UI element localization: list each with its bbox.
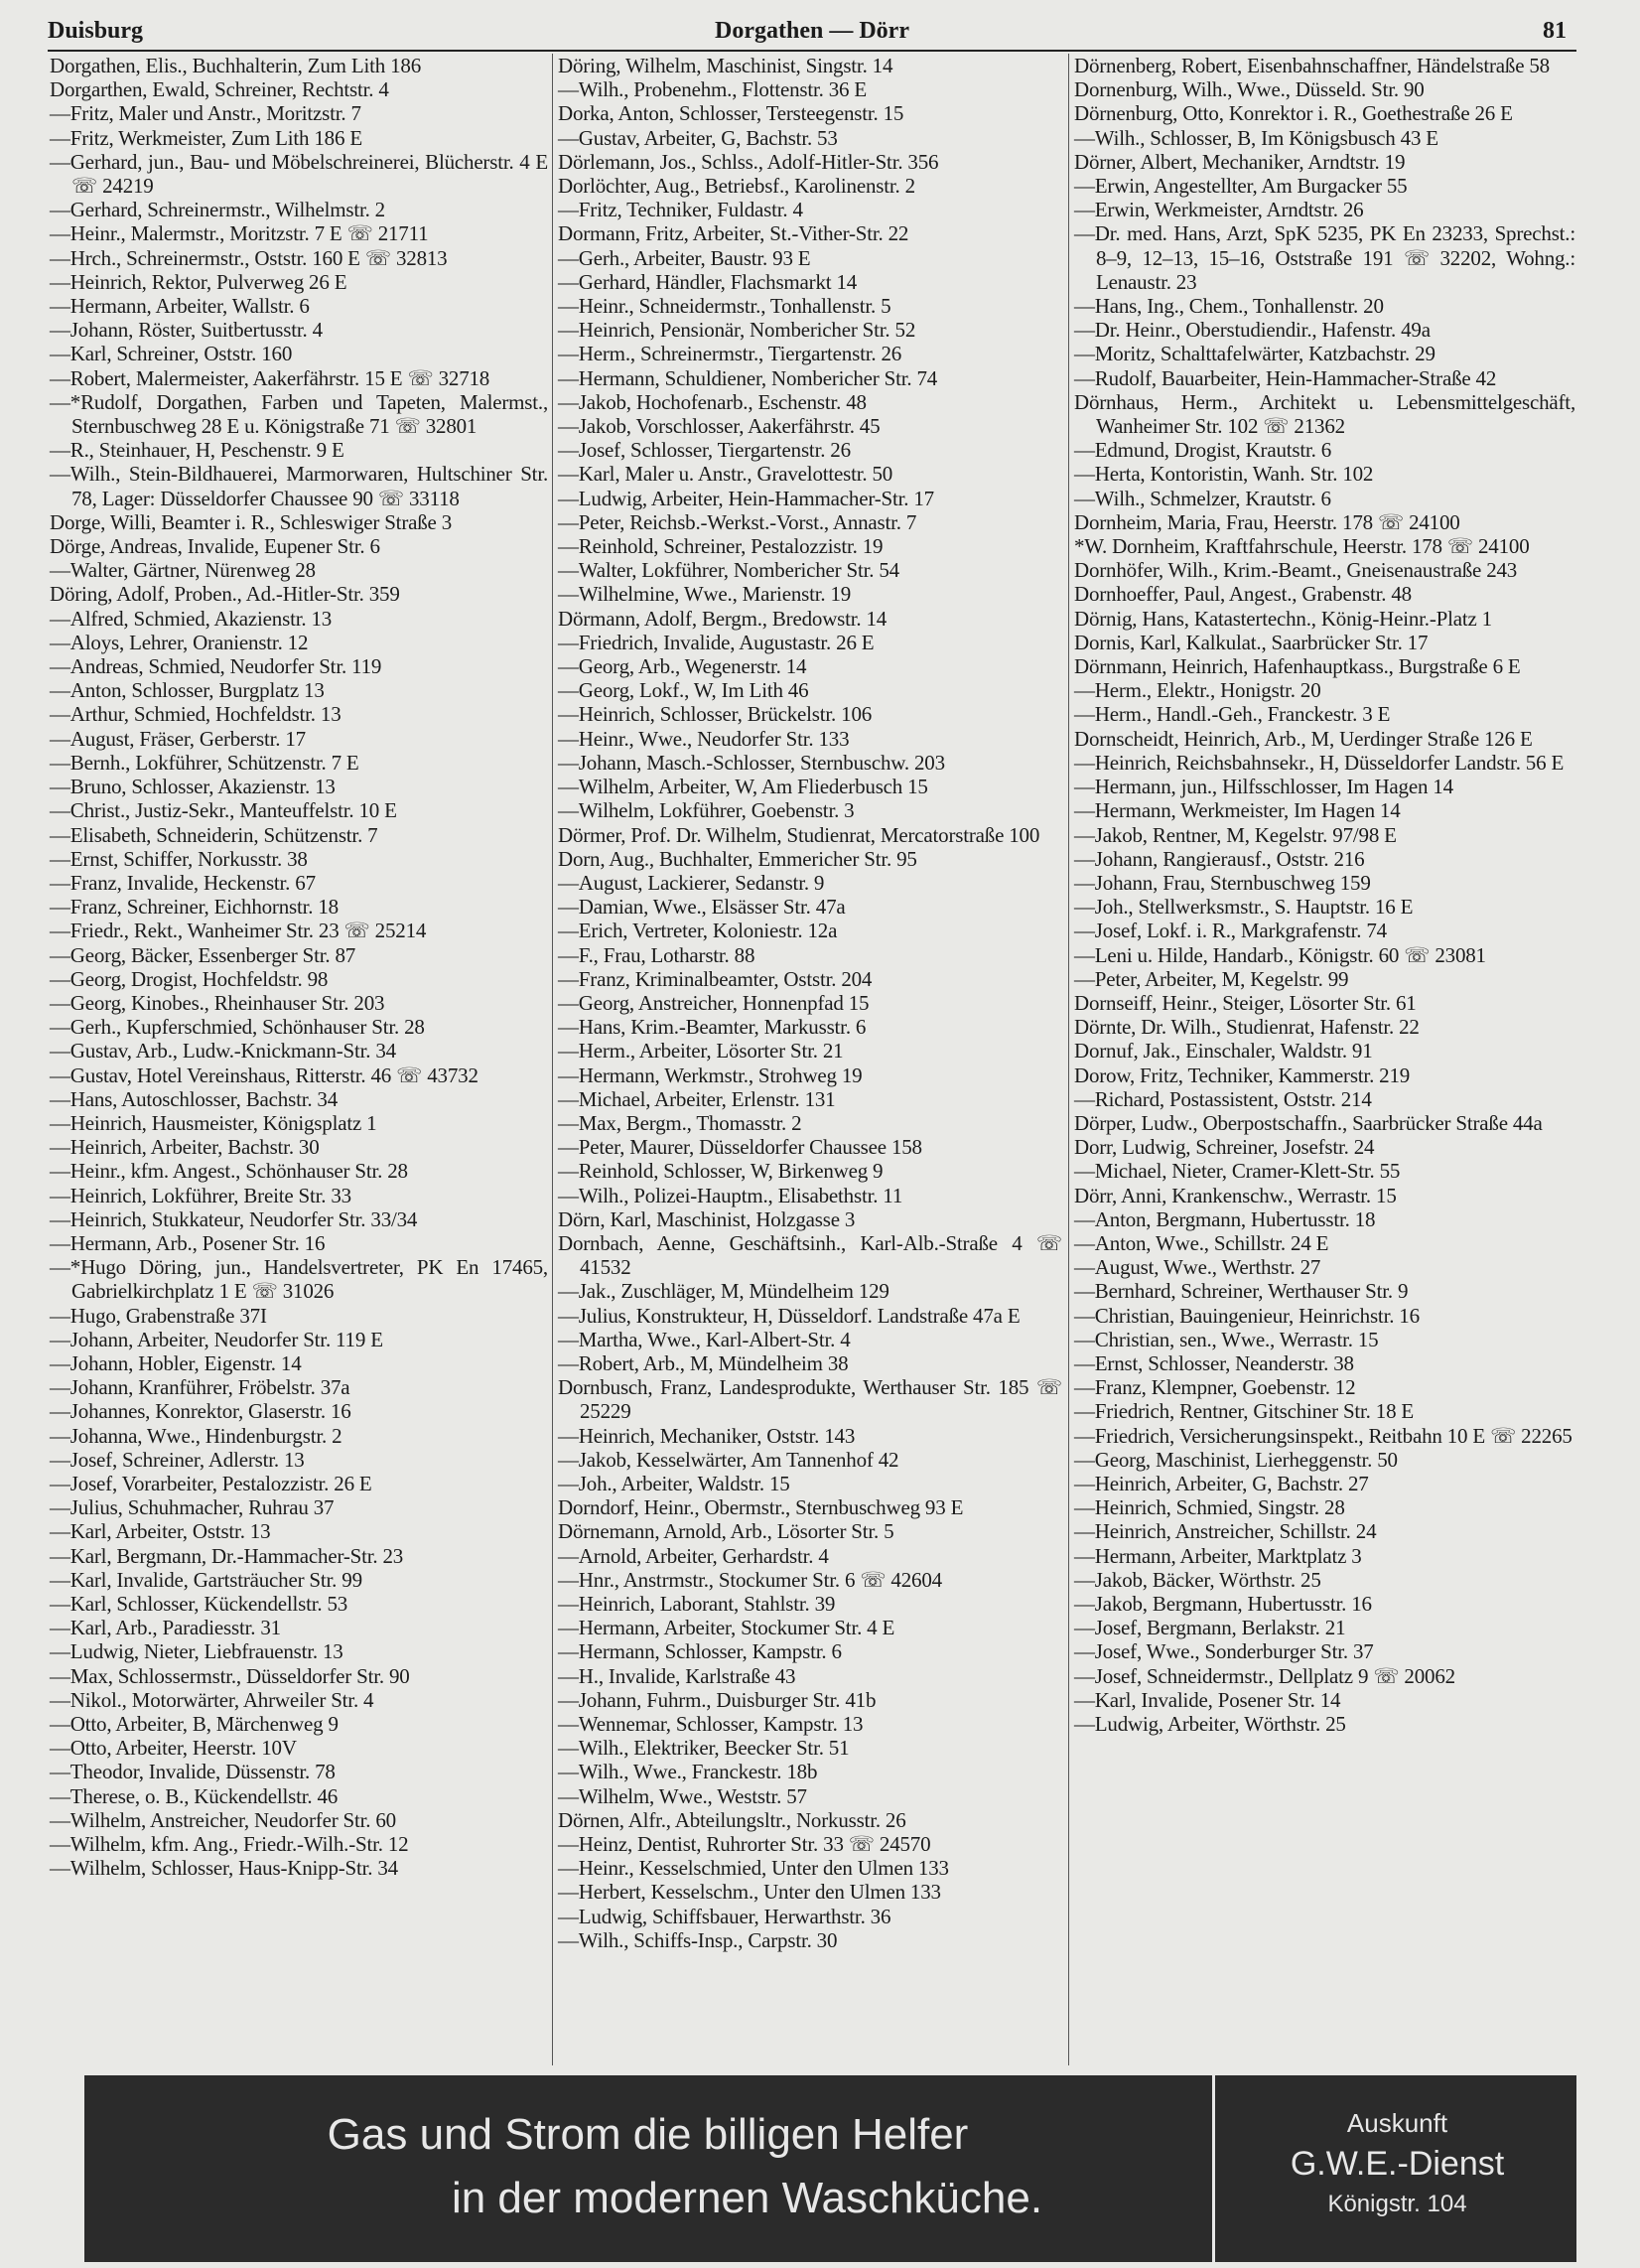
directory-entry: —Nikol., Motorwärter, Ahrweiler Str. 4 — [50, 1687, 374, 1712]
directory-entry: —Heinrich, Hausmeister, Königsplatz 1 — [50, 1110, 377, 1135]
directory-entry: —Edmund, Drogist, Krautstr. 6 — [1074, 438, 1332, 463]
directory-entry: —Karl, Arbeiter, Oststr. 13 — [50, 1519, 271, 1544]
directory-entry: —Heinrich, Schmied, Singstr. 28 — [1074, 1495, 1345, 1520]
directory-entry: —Josef, Schlosser, Tiergartenstr. 26 — [558, 438, 851, 463]
directory-entry: —Josef, Bergmann, Berlakstr. 21 — [1074, 1616, 1346, 1640]
directory-entry: Dörmer, Prof. Dr. Wilhelm, Studienrat, Mercatorstraße 100 — [558, 822, 1040, 847]
directory-entry: Dörnemann, Arnold, Arb., Lösorter Str. 5 — [558, 1519, 894, 1544]
range-heading: Dorgathen — Dörr — [715, 18, 909, 44]
directory-entry: Dörlemann, Jos., Schlss., Adolf-Hitler-Str. 356 — [558, 149, 939, 174]
directory-entry: —Max, Bergm., Thomasstr. 2 — [558, 1110, 802, 1135]
directory-entry: —Josef, Wwe., Sonderburger Str. 37 — [1074, 1639, 1374, 1664]
directory-entry: —Arthur, Schmied, Hochfeldstr. 13 — [50, 702, 342, 727]
directory-entry: —Hans, Ing., Chem., Tonhallenstr. 20 — [1074, 294, 1384, 319]
directory-entry: —Jakob, Hochofenarb., Eschenstr. 48 — [558, 389, 867, 414]
directory-entry: —Robert, Malermeister, Aakerfährstr. 15 E ☏ 32718 — [50, 365, 490, 390]
directory-entry: —Jakob, Rentner, M, Kegelstr. 97/98 E — [1074, 822, 1397, 847]
directory-entry: —Hans, Krim.-Beamter, Markusstr. 6 — [558, 1015, 867, 1040]
directory-entry: —Julius, Konstrukteur, H, Düsseldorf. Landstraße 47a E — [558, 1303, 1021, 1328]
directory-entry: —Johann, Arbeiter, Neudorfer Str. 119 E — [50, 1327, 383, 1351]
directory-entry: —Walter, Gärtner, Nürenweg 28 — [50, 558, 316, 583]
directory-entry: —Hrch., Schreinermstr., Oststr. 160 E ☏ 32813 — [50, 245, 448, 270]
directory-entry: —Gustav, Arb., Ludw.-Knickmann-Str. 34 — [50, 1039, 396, 1063]
directory-entry: Dörper, Ludw., Oberpostschaffn., Saarbrücker Straße 44a — [1074, 1110, 1543, 1135]
directory-entry: —Hermann, Arbeiter, Marktplatz 3 — [1074, 1543, 1362, 1568]
directory-entry: —Theodor, Invalide, Düssenstr. 78 — [50, 1760, 336, 1784]
directory-entry: —Franz, Schreiner, Eichhornstr. 18 — [50, 895, 339, 920]
directory-entry: —Moritz, Schalttafelwärter, Katzbachstr. 29 — [1074, 342, 1435, 366]
directory-entry: —Bruno, Schlosser, Akazienstr. 13 — [50, 775, 336, 799]
directory-entry: —Georg, Maschinist, Lierheggenstr. 50 — [1074, 1447, 1398, 1472]
directory-entry: —Ludwig, Arbeiter, Wörthstr. 25 — [1074, 1712, 1346, 1737]
directory-entry: Dörr, Anni, Krankenschw., Werrastr. 15 — [1074, 1183, 1397, 1207]
page-number: 81 — [1543, 18, 1567, 44]
directory-entry: —Michael, Nieter, Cramer-Klett-Str. 55 — [1074, 1159, 1401, 1184]
directory-entry: —Ludwig, Schiffsbauer, Herwarthstr. 36 — [558, 1904, 891, 1928]
directory-entry: —Alfred, Schmied, Akazienstr. 13 — [50, 606, 333, 631]
directory-entry: —Wilh., Schiffs-Insp., Carpstr. 30 — [558, 1927, 838, 1952]
directory-entry: —Heinr., Wwe., Neudorfer Str. 133 — [558, 726, 850, 751]
directory-entry: —Wilh., Stein-Bildhauerei, Marmorwaren, Hultschiner Str. 78, Lager: Düsseldorfer Chaussee 90 ☏ 33118 — [50, 462, 548, 510]
directory-entry: —Johann, Masch.-Schlosser, Sternbuschw. 203 — [558, 750, 945, 775]
directory-entry: Dörnte, Dr. Wilh., Studienrat, Hafenstr. 22 — [1074, 1015, 1420, 1040]
directory-entry: —Hermann, Schuldiener, Nombericher Str. 74 — [558, 365, 938, 390]
directory-entry: —Wilh., Schmelzer, Krautstr. 6 — [1074, 486, 1331, 510]
directory-entry: —Johann, Hobler, Eigenstr. 14 — [50, 1350, 302, 1375]
directory-entry: —Gerh., Kupferschmied, Schönhauser Str. 28 — [50, 1015, 425, 1040]
directory-entry: —Franz, Kriminalbeamter, Oststr. 204 — [558, 966, 873, 991]
directory-entry: —Wennemar, Schlosser, Kampstr. 13 — [558, 1712, 864, 1737]
directory-entry: Dörnhaus, Herm., Architekt u. Lebensmittelgeschäft, Wanheimer Str. 102 ☏ 21362 — [1074, 389, 1575, 439]
directory-entry: —August, Fräser, Gerberstr. 17 — [50, 726, 306, 751]
directory-entry: —Christ., Justiz-Sekr., Manteuffelstr. 10 E — [50, 798, 397, 823]
directory-entry: —August, Wwe., Werthstr. 27 — [1074, 1255, 1321, 1280]
directory-column-2 — [558, 54, 1062, 1952]
directory-entry: —Heinrich, Anstreicher, Schillstr. 24 — [1074, 1519, 1377, 1544]
directory-entry: —Dr. med. Hans, Arzt, SpK 5235, PK En 23233, Sprechst.: 8–9, 12–13, 15–16, Oststraße 191 ☏ 32202, Wohng.: Lenaustr. 23 — [1074, 221, 1575, 294]
ad-slogan-line-2: in der modernen Waschküche. — [451, 2174, 1043, 2222]
directory-entry: —Michael, Arbeiter, Erlenstr. 131 — [558, 1086, 836, 1111]
directory-entry: —Elisabeth, Schneiderin, Schützenstr. 7 — [50, 822, 378, 847]
directory-entry: Dorgathen, Elis., Buchhalterin, Zum Lith 186 — [50, 54, 421, 77]
directory-entry: —Herm., Handl.-Geh., Franckestr. 3 E — [1074, 702, 1391, 727]
directory-entry: —Aloys, Lehrer, Oranienstr. 12 — [50, 630, 309, 654]
directory-entry: —Hermann, Schlosser, Kampstr. 6 — [558, 1639, 842, 1664]
directory-entry: —Gustav, Hotel Vereinshaus, Ritterstr. 46 ☏ 43732 — [50, 1063, 478, 1087]
directory-entry: Dorka, Anton, Schlosser, Tersteegenstr. 15 — [558, 101, 904, 126]
directory-entry: —Anton, Bergmann, Hubertusstr. 18 — [1074, 1206, 1376, 1231]
directory-entry: —Dr. Heinr., Oberstudiendir., Hafenstr. 49a — [1074, 318, 1431, 343]
column-divider — [552, 54, 553, 2065]
directory-entry: —Julius, Schuhmacher, Ruhrau 37 — [50, 1495, 335, 1520]
ad-divider — [1212, 2075, 1215, 2262]
directory-entry: —Franz, Klempner, Goebenstr. 12 — [1074, 1375, 1356, 1400]
directory-entry: —Ludwig, Arbeiter, Hein-Hammacher-Str. 17 — [558, 486, 934, 510]
directory-entry: —Karl, Arb., Paradiesstr. 31 — [50, 1616, 281, 1640]
directory-entry: Dorge, Willi, Beamter i. R., Schleswiger Straße 3 — [50, 509, 453, 534]
directory-entry: —H., Invalide, Karlstraße 43 — [558, 1663, 796, 1688]
directory-entry: —Herm., Schreinermstr., Tiergartenstr. 26 — [558, 342, 902, 366]
directory-entry: —Hermann, Arbeiter, Stockumer Str. 4 E — [558, 1616, 895, 1640]
directory-entry: —Heinrich, Schlosser, Brückelstr. 106 — [558, 702, 873, 727]
directory-entry: —Georg, Anstreicher, Honnenpfad 15 — [558, 990, 870, 1015]
directory-entry: —Herta, Kontoristin, Wanh. Str. 102 — [1074, 462, 1374, 487]
directory-entry: —Fritz, Techniker, Fuldastr. 4 — [558, 198, 803, 222]
directory-entry: —Hugo, Grabenstraße 37I — [50, 1303, 267, 1328]
directory-entry: —Fritz, Werkmeister, Zum Lith 186 E — [50, 125, 362, 150]
directory-entry: Dormann, Fritz, Arbeiter, St.-Vither-Str. 22 — [558, 221, 909, 246]
directory-entry: —F., Frau, Lotharstr. 88 — [558, 942, 755, 967]
directory-entry: —Heinrich, Stukkateur, Neudorfer Str. 33/34 — [50, 1206, 418, 1231]
directory-entry: —Reinhold, Schlosser, W, Birkenweg 9 — [558, 1159, 884, 1184]
directory-entry: —Otto, Arbeiter, B, Märchenweg 9 — [50, 1712, 339, 1737]
directory-entry: —Gerhard, jun., Bau- und Möbelschreinerei, Blücherstr. 4 E ☏ 24219 — [50, 149, 548, 199]
directory-entry: *W. Dornheim, Kraftfahrschule, Heerstr. 178 ☏ 24100 — [1074, 534, 1530, 559]
directory-entry: —Wilh., Elektriker, Beecker Str. 51 — [558, 1736, 850, 1761]
directory-entry: —Georg, Lokf., W, Im Lith 46 — [558, 678, 809, 703]
column-divider — [1068, 54, 1069, 2065]
directory-entry: Dörnenburg, Otto, Konrektor i. R., Goethestraße 26 E — [1074, 101, 1513, 126]
directory-entry: —Hnr., Anstrmstr., Stockumer Str. 6 ☏ 42604 — [558, 1567, 942, 1592]
ad-contact-name: G.W.E.-Dienst — [1290, 2145, 1505, 2183]
page-header — [48, 8, 1576, 52]
directory-entry: Dörn, Karl, Maschinist, Holzgasse 3 — [558, 1206, 856, 1231]
directory-entry: —Georg, Bäcker, Essenberger Str. 87 — [50, 942, 356, 967]
directory-entry: —Wilhelm, Schlosser, Haus-Knipp-Str. 34 — [50, 1856, 398, 1881]
directory-entry: —Heinrich, Laborant, Stahlstr. 39 — [558, 1592, 836, 1616]
directory-entry: Dornuf, Jak., Einschaler, Waldstr. 91 — [1074, 1039, 1373, 1063]
directory-entry: Döring, Wilhelm, Maschinist, Singstr. 14 — [558, 54, 893, 77]
directory-entry: —Hermann, Werkmstr., Strohweg 19 — [558, 1063, 863, 1087]
directory-entry: —Jak., Zuschläger, M, Mündelheim 129 — [558, 1279, 889, 1304]
directory-entry: —R., Steinhauer, H, Peschenstr. 9 E — [50, 438, 344, 463]
directory-entry: —Gustav, Arbeiter, G, Bachstr. 53 — [558, 125, 838, 150]
directory-entry: —Wilh., Probenehm., Flottenstr. 36 E — [558, 77, 868, 102]
ad-contact-address: Königstr. 104 — [1327, 2191, 1467, 2217]
directory-entry: Dorlöchter, Aug., Betriebsf., Karolinenstr. 2 — [558, 174, 915, 199]
directory-entry: —Wilhelm, Anstreicher, Neudorfer Str. 60 — [50, 1807, 396, 1832]
directory-entry: —Karl, Invalide, Posener Str. 14 — [1074, 1687, 1341, 1712]
directory-entry: Dorgarthen, Ewald, Schreiner, Rechtstr. 4 — [50, 77, 389, 102]
directory-entry: —Johannes, Konrektor, Glaserstr. 16 — [50, 1399, 351, 1424]
directory-entry: —Christian, Bauingenieur, Heinrichstr. 16 — [1074, 1303, 1420, 1328]
directory-entry: —Gerh., Arbeiter, Baustr. 93 E — [558, 245, 811, 270]
directory-entry: —Josef, Schreiner, Adlerstr. 13 — [50, 1447, 305, 1472]
directory-entry: —Friedr., Rekt., Wanheimer Str. 23 ☏ 25214 — [50, 919, 427, 943]
directory-entry: —Johann, Kranführer, Fröbelstr. 37a — [50, 1375, 350, 1400]
directory-entry: —Heinrich, Arbeiter, G, Bachstr. 27 — [1074, 1471, 1369, 1495]
directory-entry: —Otto, Arbeiter, Heerstr. 10V — [50, 1736, 297, 1761]
directory-entry: Döring, Adolf, Proben., Ad.-Hitler-Str. 359 — [50, 582, 400, 607]
directory-entry: —Johann, Röster, Suitbertusstr. 4 — [50, 318, 323, 343]
ad-slogan-line-1: Gas und Strom die billigen Helfer — [327, 2110, 969, 2159]
directory-entry: —Fritz, Maler und Anstr., Moritzstr. 7 — [50, 101, 361, 126]
directory-entry: —August, Lackierer, Sedanstr. 9 — [558, 870, 825, 895]
directory-entry: —Karl, Schlosser, Kückendellstr. 53 — [50, 1592, 348, 1616]
directory-entry: —Martha, Wwe., Karl-Albert-Str. 4 — [558, 1327, 851, 1351]
directory-entry: —Jakob, Bergmann, Hubertusstr. 16 — [1074, 1592, 1372, 1616]
directory-column-3 — [1074, 54, 1575, 1736]
directory-entry: —Richard, Postassistent, Oststr. 214 — [1074, 1086, 1372, 1111]
directory-entry: Dornhöfer, Wilh., Krim.-Beamt., Gneisenaustraße 243 — [1074, 558, 1518, 583]
directory-entry: —Wilh., Schlosser, B, Im Königsbusch 43 E — [1074, 125, 1438, 150]
directory-entry: —Gerhard, Händler, Flachsmarkt 14 — [558, 269, 858, 294]
directory-entry: —Heinr., kfm. Angest., Schönhauser Str. 28 — [50, 1159, 408, 1184]
directory-entry: Dorr, Ludwig, Schreiner, Josefstr. 24 — [1074, 1135, 1375, 1160]
directory-entry: —Leni u. Hilde, Handarb., Königstr. 60 ☏ 23081 — [1074, 942, 1486, 967]
directory-entry: —Erwin, Werkmeister, Arndtstr. 26 — [1074, 198, 1364, 222]
directory-entry: —Reinhold, Schreiner, Pestalozzistr. 19 — [558, 534, 884, 559]
directory-entry: —Heinrich, Pensionär, Nombericher Str. 52 — [558, 318, 916, 343]
directory-entry: Dörner, Albert, Mechaniker, Arndtstr. 19 — [1074, 149, 1406, 174]
directory-entry: —Heinz, Dentist, Ruhrorter Str. 33 ☏ 24570 — [558, 1832, 931, 1857]
directory-entry: —Arnold, Arbeiter, Gerhardstr. 4 — [558, 1543, 829, 1568]
directory-entry: —Gerhard, Schreinermstr., Wilhelmstr. 2 — [50, 198, 385, 222]
directory-entry: Dornbusch, Franz, Landesprodukte, Werthauser Str. 185 ☏ 25229 — [558, 1375, 1062, 1424]
directory-entry: —Hermann, jun., Hilfsschlosser, Im Hagen 14 — [1074, 775, 1453, 799]
directory-entry: —Johann, Fuhrm., Duisburger Str. 41b — [558, 1687, 877, 1712]
directory-entry: —Friedrich, Versicherungsinspekt., Reitbahn 10 E ☏ 22265 — [1074, 1423, 1572, 1448]
directory-entry: —Johanna, Wwe., Hindenburgstr. 2 — [50, 1423, 342, 1448]
directory-entry: —Walter, Lokführer, Nombericher Str. 54 — [558, 558, 899, 583]
directory-entry: —Georg, Arb., Wegenerstr. 14 — [558, 654, 807, 679]
city-heading: Duisburg — [48, 18, 144, 44]
directory-entry: —Herm., Elektr., Honigstr. 20 — [1074, 678, 1321, 703]
directory-entry: —Jakob, Kesselwärter, Am Tannenhof 42 — [558, 1447, 899, 1472]
directory-entry: —Hans, Autoschlosser, Bachstr. 34 — [50, 1086, 339, 1111]
directory-entry: —Anton, Wwe., Schillstr. 24 E — [1074, 1230, 1329, 1255]
directory-entry: —Hermann, Werkmeister, Im Hagen 14 — [1074, 798, 1401, 823]
directory-entry: —Joh., Stellwerksmstr., S. Hauptstr. 16 E — [1074, 895, 1414, 920]
directory-entry: —Jakob, Bäcker, Wörthstr. 25 — [1074, 1567, 1321, 1592]
directory-entry: —Georg, Drogist, Hochfeldstr. 98 — [50, 966, 329, 991]
directory-entry: —Therese, o. B., Kückendellstr. 46 — [50, 1783, 339, 1808]
directory-entry: Dorow, Fritz, Techniker, Kammerstr. 219 — [1074, 1063, 1411, 1087]
directory-entry: —Heinrich, Mechaniker, Oststr. 143 — [558, 1423, 856, 1448]
directory-entry: Dörmann, Adolf, Bergm., Bredowstr. 14 — [558, 606, 888, 631]
directory-entry: —Herbert, Kesselschm., Unter den Ulmen 133 — [558, 1880, 941, 1905]
directory-entry: —Max, Schlossermstr., Düsseldorfer Str. 90 — [50, 1663, 410, 1688]
directory-entry: —Peter, Reichsb.-Werkst.-Vorst., Annastr. 7 — [558, 509, 917, 534]
directory-entry: —Heinrich, Arbeiter, Bachstr. 30 — [50, 1135, 320, 1160]
directory-entry: Dörge, Andreas, Invalide, Eupener Str. 6 — [50, 534, 380, 559]
directory-entry: —Bernh., Lokführer, Schützenstr. 7 E — [50, 750, 359, 775]
directory-entry: —Anton, Schlosser, Burgplatz 13 — [50, 678, 325, 703]
ad-contact-label: Auskunft — [1346, 2108, 1448, 2138]
directory-entry: —*Rudolf, Dorgathen, Farben und Tapeten, Malermst., Sternbuschweg 28 E u. Königstraße 71 ☏ 32801 — [50, 389, 548, 439]
directory-entry: Dörnig, Hans, Katastertechn., König-Heinr.-Platz 1 — [1074, 606, 1492, 631]
directory-entry: Dorn, Aug., Buchhalter, Emmericher Str. 95 — [558, 846, 917, 871]
directory-entry: —Karl, Invalide, Gartsträucher Str. 99 — [50, 1567, 362, 1592]
directory-entry: Dornbach, Aenne, Geschäftsinh., Karl-Alb.-Straße 4 ☏ 41532 — [558, 1230, 1062, 1280]
ad-contact — [1226, 2105, 1569, 2222]
directory-entry: —Heinrich, Reichsbahnsekr., H, Düsseldorfer Landstr. 56 E — [1074, 750, 1565, 775]
ad-slogan — [84, 2075, 1211, 2262]
directory-entry: —Wilh., Polizei-Hauptm., Elisabethstr. 11 — [558, 1183, 903, 1207]
directory-entry: —Wilhelmine, Wwe., Marienstr. 19 — [558, 582, 852, 607]
directory-entry: Dornis, Karl, Kalkulat., Saarbrücker Str. 17 — [1074, 630, 1429, 654]
directory-entry: —Jakob, Vorschlosser, Aakerfährstr. 45 — [558, 414, 881, 439]
directory-entry: —Hermann, Arbeiter, Wallstr. 6 — [50, 294, 310, 319]
directory-entry: —Wilhelm, Wwe., Weststr. 57 — [558, 1783, 807, 1808]
directory-entry: —Josef, Vorarbeiter, Pestalozzistr. 26 E — [50, 1471, 372, 1495]
directory-entry: —Johann, Rangierausf., Oststr. 216 — [1074, 846, 1365, 871]
directory-entry: —Peter, Maurer, Düsseldorfer Chaussee 158 — [558, 1135, 922, 1160]
directory-entry: —Erwin, Angestellter, Am Burgacker 55 — [1074, 174, 1408, 199]
directory-entry: —Josef, Schneidermstr., Dellplatz 9 ☏ 20062 — [1074, 1663, 1455, 1688]
directory-entry: —Wilhelm, Arbeiter, W, Am Fliederbusch 15 — [558, 775, 928, 799]
directory-entry: —Herm., Arbeiter, Lösorter Str. 21 — [558, 1039, 844, 1063]
directory-entry: Dornhoeffer, Paul, Angest., Grabenstr. 48 — [1074, 582, 1412, 607]
directory-entry: —Damian, Wwe., Elsässer Str. 47a — [558, 895, 846, 920]
directory-entry: —Robert, Arb., M, Mündelheim 38 — [558, 1350, 849, 1375]
directory-entry: —Josef, Lokf. i. R., Markgrafenstr. 74 — [1074, 919, 1387, 943]
directory-entry: —Wilhelm, Lokführer, Goebenstr. 3 — [558, 798, 855, 823]
directory-entry: —Wilhelm, kfm. Ang., Friedr.-Wilh.-Str. 12 — [50, 1832, 409, 1857]
directory-column-1 — [50, 54, 548, 1880]
directory-entry: —Wilh., Wwe., Franckestr. 18b — [558, 1760, 818, 1784]
directory-entry: —Erich, Vertreter, Koloniestr. 12a — [558, 919, 838, 943]
directory-entry: —Friedrich, Rentner, Gitschiner Str. 18 E — [1074, 1399, 1415, 1424]
directory-entry: —Georg, Kinobes., Rheinhauser Str. 203 — [50, 990, 385, 1015]
directory-entry: Dorndorf, Heinr., Obermstr., Sternbuschweg 93 E — [558, 1495, 964, 1520]
directory-entry: —Heinr., Malermstr., Moritzstr. 7 E ☏ 21711 — [50, 221, 429, 246]
directory-entry: Dörnen, Alfr., Abteilungsltr., Norkusstr. 26 — [558, 1807, 906, 1832]
directory-entry: —Franz, Invalide, Heckenstr. 67 — [50, 870, 316, 895]
directory-entry: Dornseiff, Heinr., Steiger, Lösorter Str. 61 — [1074, 990, 1417, 1015]
directory-entry: —Heinr., Schneidermstr., Tonhallenstr. 5 — [558, 294, 891, 319]
directory-entry: —Karl, Schreiner, Oststr. 160 — [50, 342, 293, 366]
directory-entry: —Heinrich, Rektor, Pulverweg 26 E — [50, 269, 347, 294]
directory-entry: Dornheim, Maria, Frau, Heerstr. 178 ☏ 24100 — [1074, 509, 1460, 534]
directory-entry: —Heinr., Kesselschmied, Unter den Ulmen 133 — [558, 1856, 949, 1881]
directory-entry: Dornenburg, Wilh., Wwe., Düsseld. Str. 90 — [1074, 77, 1425, 102]
directory-entry: —Johann, Frau, Sternbuschweg 159 — [1074, 870, 1371, 895]
directory-entry: —Bernhard, Schreiner, Werthauser Str. 9 — [1074, 1279, 1409, 1304]
directory-entry: —*Hugo Döring, jun., Handelsvertreter, PK En 17465, Gabrielkirchplatz 1 E ☏ 31026 — [50, 1255, 548, 1304]
directory-entry: Dörnenberg, Robert, Eisenbahnschaffner, Händelstraße 58 — [1074, 54, 1550, 77]
directory-entry: —Rudolf, Bauarbeiter, Hein-Hammacher-Straße 42 — [1074, 365, 1497, 390]
directory-entry: —Hermann, Arb., Posener Str. 16 — [50, 1230, 326, 1255]
directory-entry: Dörnmann, Heinrich, Hafenhauptkass., Burgstraße 6 E — [1074, 654, 1521, 679]
directory-entry: —Heinrich, Lokführer, Breite Str. 33 — [50, 1183, 351, 1207]
directory-entry: —Friedrich, Invalide, Augustastr. 26 E — [558, 630, 875, 654]
directory-entry: —Ludwig, Nieter, Liebfrauenstr. 13 — [50, 1639, 343, 1664]
directory-entry: —Ernst, Schiffer, Norkusstr. 38 — [50, 846, 308, 871]
directory-entry: —Peter, Arbeiter, M, Kegelstr. 99 — [1074, 966, 1349, 991]
directory-entry: Dornscheidt, Heinrich, Arb., M, Uerdinger Straße 126 E — [1074, 726, 1533, 751]
directory-entry: —Christian, sen., Wwe., Werrastr. 15 — [1074, 1327, 1379, 1351]
directory-entry: —Andreas, Schmied, Neudorfer Str. 119 — [50, 654, 382, 679]
directory-entry: —Karl, Maler u. Anstr., Gravelottestr. 50 — [558, 462, 893, 487]
directory-entry: —Karl, Bergmann, Dr.-Hammacher-Str. 23 — [50, 1543, 404, 1568]
directory-entry: —Ernst, Schlosser, Neanderstr. 38 — [1074, 1350, 1354, 1375]
directory-entry: —Joh., Arbeiter, Waldstr. 15 — [558, 1471, 790, 1495]
advertisement-banner — [84, 2075, 1576, 2262]
